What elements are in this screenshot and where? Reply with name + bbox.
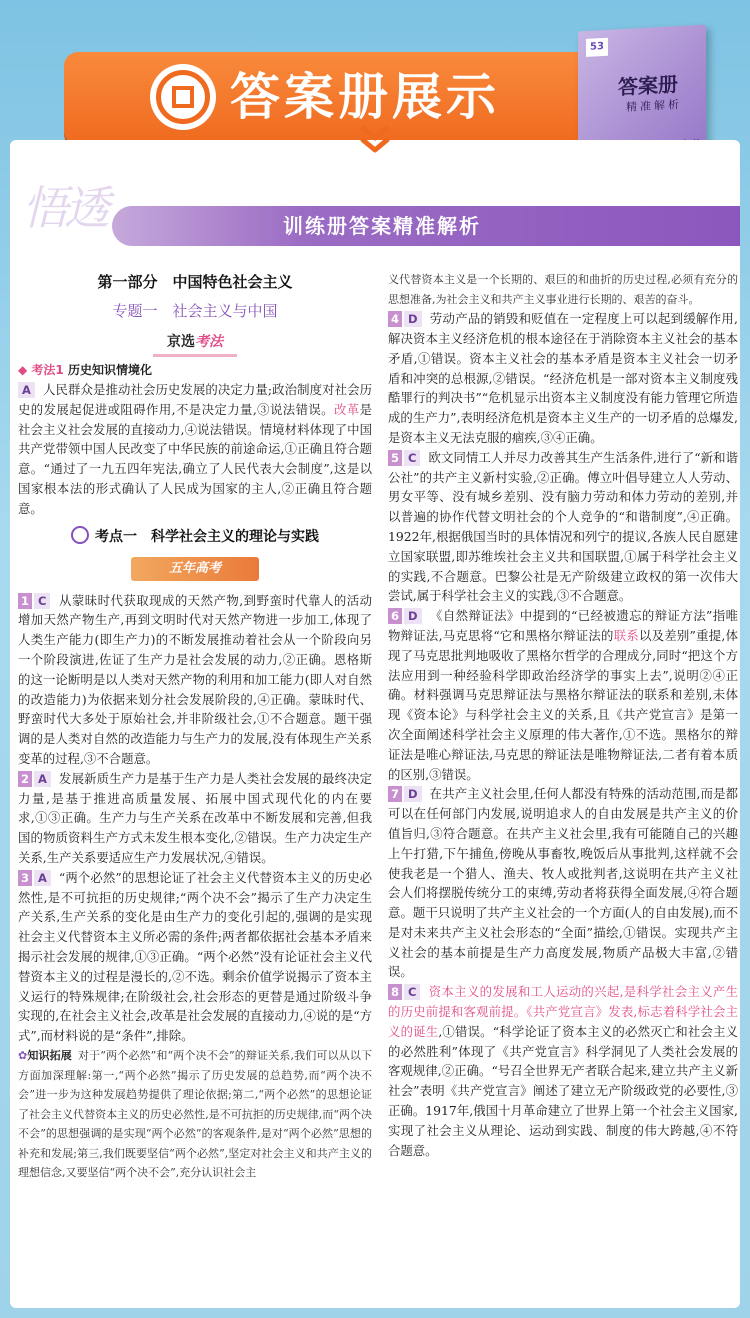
five-years-label: 五年高考 — [131, 557, 259, 581]
jx-prefix: 京选 — [167, 334, 195, 350]
part-title: 第一部分 中国特色社会主义 — [97, 273, 293, 291]
answer-item — [388, 309, 738, 448]
answer-number: 6 — [388, 608, 402, 624]
answer-number: 1 — [18, 593, 32, 609]
answer-number: 7 — [388, 786, 402, 802]
method-answer: A — [18, 382, 35, 398]
answer-text: 在共产主义社会里,任何人都没有特殊的活动范围,而是都可以在任何部门内发展,说明追求人的自由发展是共产主义的价值旨归,③符合题意。在共产主义社会里,我有可能随自己的兴趣上午打猎,下午捕鱼,傍晚从事畜牧,晚饭后从事批判,这样就不会使我老是一个猎人、渔夫、牧人或批判者,这说明在共产主义社会人们将摆脱传统分工的束缚,劳动者将获得全面发展,④符合题意。题干只说明了共产主义社会的一个方面(人的自由发展),而不是对未来共产主义社会形态的“全面”描绘,①错误。实现共产主义社会的基本前提是生产力高度发展,物质产品极大丰富,②错误。 — [388, 786, 738, 980]
answer-choice: A — [34, 771, 51, 787]
book-brand: 53 — [586, 38, 608, 57]
answer-number: 3 — [18, 870, 32, 886]
answer-number: 5 — [388, 450, 402, 466]
answer-item — [18, 591, 372, 769]
frame-icon — [150, 64, 216, 130]
answer-item — [388, 606, 738, 784]
book-subtitle: 精准解析 — [626, 97, 682, 114]
method-title: 历史知识情境化 — [67, 363, 152, 377]
answer-number: 2 — [18, 771, 32, 787]
method-text-2: 是社会主义社会发展的直接动力,④说法错误。情境材料体现了中国共产党带领中国人民改变了中华民族的前途命运,①正确且符合题意。“通过了一九五四年宪法,确立了人民代表大会制度”,这是以国家根本法的形式确认了人民成为国家的主人,②正确且符合题意。 — [18, 401, 372, 516]
five-years-heading — [18, 557, 372, 583]
answer-text: 劳动产品的销毁和贬值在一定程度上可以起到缓解作用,解决资本主义经济危机的根本途径在于消除资本主义社会的基本矛盾,①错误。资本主义社会的基本矛盾是资本主义社会一切矛盾和冲突的总根源,②错误。“经济危机是一部对资本主义制度残酷罪行的判决书”“危机显示出资本主义制度没有能力管理它所造成的生产力”,表明经济危机是资本主义生产的一切矛盾的总爆发,是资本主义无法克服的痼疾,③④正确。 — [388, 311, 738, 445]
chevron-down-icon — [357, 124, 393, 158]
answer-choice: C — [404, 450, 420, 466]
section-bar — [112, 206, 740, 246]
left-column — [18, 270, 372, 1183]
jingxuan-heading — [18, 330, 372, 356]
wutou-logo: 悟透 — [22, 181, 106, 235]
book-title: 答案册 — [618, 72, 678, 100]
knowledge-extension-tag: ✿知识拓展 — [18, 1048, 72, 1062]
knowledge-extension-text: 对于“两个必然”和“两个决不会”的辩证关系,我们可以从以下方面加深理解:第一,“两个必然”揭示了历史发展的总趋势,而“两个决不会”进一步为这种发展趋势提供了理论依据;第二,“两个必然”的思想论证了社会主义代替资本主义的历史必然性,是不可抗拒的历史规律,而“两个决不会”的思想强调的是实现“两个必然”的客观条件,是对“两个必然”思想的补充和发展;第三,我们既要坚信“两个必然”,坚定对社会主义和共产主义的理想信念,又要坚信“两个决不会”,充分认识社会主 — [18, 1048, 373, 1180]
method-answer-block — [18, 380, 372, 519]
answer-text: 发展新质生产力是基于生产力是人类社会发展的最终决定力量,是基于推进高质量发展、拓展中国式现代化的内在要求,①③正确。生产力与生产关系在改革中不断发展和完善,但我国的物质资料生产方式未发生根本变化,②错误。生产力决定生产关系,生产关系要适应生产力发展状况,④错误。 — [18, 770, 372, 865]
answer-highlight: 资本主义的发展和工人运动的兴起,是科学社会主义产生的历史前提和客观前提。《共产党宣言》发表,标志着科学社会主义的诞生 — [388, 984, 738, 1039]
method-tag: 考法1 — [31, 363, 64, 377]
kaodian-heading — [18, 523, 372, 551]
method-text-1: 人民群众是推动社会历史发展的决定力量;政治制度对社会历史的发展起促进或阻碍作用,不是决定力量,③说法错误。 — [18, 382, 372, 417]
answer-choice: D — [404, 608, 422, 624]
knowledge-extension — [18, 1046, 372, 1183]
kaodian-icon — [71, 526, 89, 544]
answer-number: 8 — [388, 984, 402, 1000]
title-banner — [64, 52, 624, 144]
method-heading: ◆ 考法1 历史知识情境化 — [18, 363, 152, 377]
book-icon: ✿ — [18, 1048, 28, 1062]
answer-item — [18, 769, 372, 868]
answer-text: ,①错误。“科学论证了资本主义的必然灭亡和社会主义的必然胜利”体现了《共产党宣言》科学洞见了人类社会发展的客观规律,②正确。“号召全世界无产者联合起来,建立共产主义新社会”表明《共产党宣言》阐述了建立无产阶级政党的必要性,③正确。1917年,俄国十月革命建立了世界上第一个社会主义国家,实现了社会主义从理论、运动到实践、制度的伟大跨越,④不符合题意。 — [388, 1023, 739, 1158]
answer-item — [388, 982, 738, 1160]
answer-item — [388, 448, 738, 606]
answer-number: 4 — [388, 311, 402, 327]
method-pink: 改革 — [334, 401, 360, 417]
answer-choice: D — [404, 786, 422, 802]
jx-highlight: 考法 — [195, 334, 223, 350]
answer-text: 欧文同情工人并尽力改善其生产生活条件,进行了“新和谐公社”的共产主义新村实验,②正确。傅立叶倡导建立人人劳动、男女平等、没有城乡差别、没有脑力劳动和体力劳动的差别,并以普遍的协作代替文明社会的个人竞争的“和谐制度”,④正确。1922年,根据俄国当时的具体情况和列宁的提议,各族人民自愿建立国家联盟,即苏维埃社会主义共和国联盟,①属于科学社会主义的实践,不合题意。巴黎公社是无产阶级建立政权的第一次伟大尝试,属于科学社会主义的实践,③不合题意。 — [388, 449, 738, 604]
answer-item — [18, 868, 372, 1046]
answer-highlight: 联系 — [613, 627, 639, 643]
answer-choice: A — [34, 870, 51, 886]
answer-choice: C — [34, 593, 50, 609]
answer-text: 《自然辩证法》中提到的“已经被遗忘的辩证方法”指唯物辩证法,马克思将“它和黑格尔辩证法的 — [388, 608, 738, 643]
kaodian-title: 考点一 科学社会主义的理论与实践 — [95, 528, 319, 545]
answer-choice: C — [404, 984, 420, 1000]
answer-text: 从蒙昧时代获取现成的天然产物,到野蛮时代靠人的活动增加天然产物生产,再到文明时代对天然产物进一步加工,体现了人类生产能力(即生产力)的不断发展推动着社会从一个阶段向另一个阶段演进,佐证了生产力是社会发展的动力,②正确。恩格斯的这一论断明是以人类对天然产物的利用和加工能力(即人对自然的改造能力)为依据来划分社会发展阶段的,④正确。蒙昧时代、野蛮时代大多处于原始社会,并非阶级社会,①不合题意。题干强调的是人类对自然的改造能力与生产力的发展,没有体现生产关系变革的过程,③不合题意。 — [18, 592, 372, 766]
answer-choice: D — [404, 311, 422, 327]
answer-text: “两个必然”的思想论证了社会主义代替资本主义的历史必然性,是不可抗拒的历史规律;“两个决不会”揭示了生产力决定生产关系,生产关系的变化是由生产力的变化引起的,强调的是实现社会主义代替资本主义所必需的条件;两者都依据社会基本矛盾来揭示社会发展的规律,①③正确。“两个必然”没有论证社会主义代替资本主义的过程是漫长的,②不选。剩余价值学说揭示了资本主义运行的特殊规律;在阶级社会,社会形态的更替是通过阶级斗争实现的,在社会主义社会,改革是社会发展的直接动力,④说的是“方式”,而材料说的是“条件”,排除。 — [18, 869, 372, 1044]
topic-title: 专题一 社会主义与中国 — [112, 302, 278, 320]
answer-text: 以及差别”重提,体现了马克思批判地吸收了黑格尔哲学的合理成分,同时“把这个方法应用到一种经验科学即政治经济学的事实上去”,说明②④正确。材料强调马克思辩证法与黑格尔辩证法的联系和差别,未体现《资本论》与科学社会主义的关系,且《共产党宣言》是第一次全面阐述科学社会主义原理的伟大著作,①不选。黑格尔的辩证法是唯心辩证法,马克思的辩证法是唯物辩证法,二者有着本质的区别,③错误。 — [388, 627, 739, 782]
continued-text: 义代替资本主义是一个长期的、艰巨的和曲折的历史过程,必须有充分的思想准备,为社会主义和共产主义事业进行长期的、艰苦的奋斗。 — [388, 273, 738, 306]
answer-item — [388, 784, 738, 982]
section-bar-title: 训练册答案精准解析 — [283, 214, 481, 238]
banner-title: 答案册展示 — [230, 68, 500, 126]
right-column — [388, 270, 738, 1160]
